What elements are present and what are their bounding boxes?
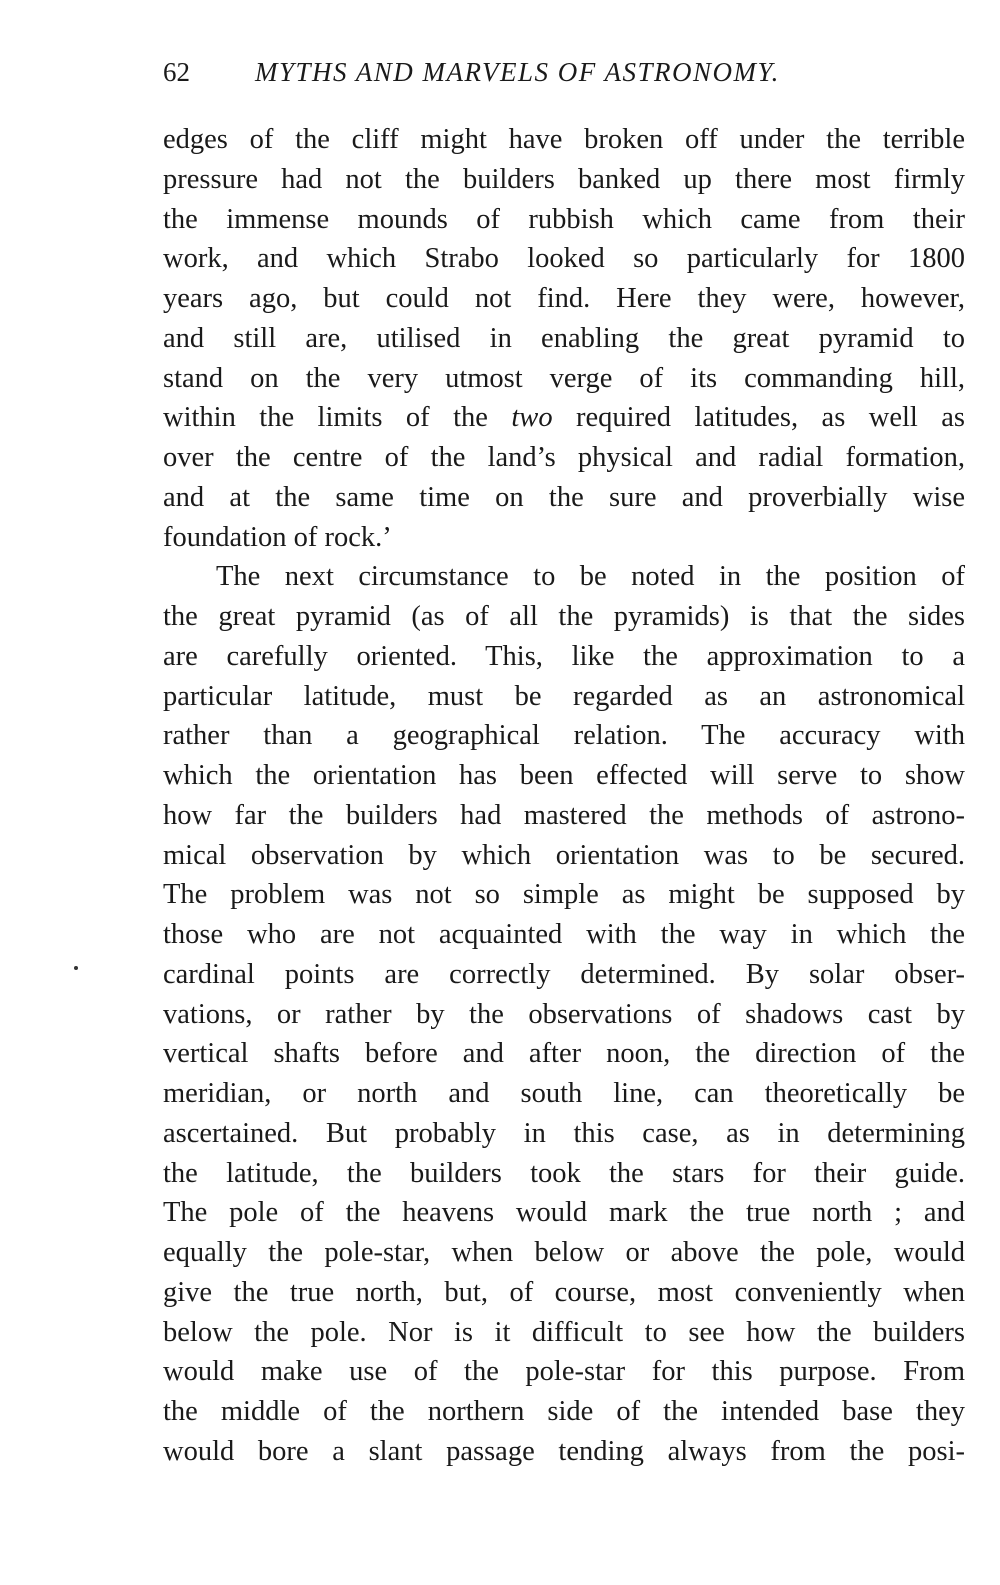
ink-speck bbox=[74, 966, 78, 970]
text-line: those who are not acquainted with the way in which the bbox=[163, 919, 965, 950]
page-number: 62 bbox=[163, 57, 190, 87]
text-line: how far the builders had mastered the methods of astrono- bbox=[163, 799, 965, 831]
text-line: over the centre of the land’s physical and radial formation, bbox=[163, 442, 965, 473]
text-line: meridian, or north and south line, can theoretically be bbox=[163, 1078, 965, 1109]
text-fragment: required latitudes, as well as bbox=[552, 402, 965, 434]
text-line: vations, or rather by the observations of shadows cast by bbox=[163, 998, 965, 1030]
text-line: The next circumstance to be noted in the position of bbox=[216, 561, 965, 593]
text-line: years ago, but could not find. Here they were, however, bbox=[163, 283, 965, 314]
text-line: would bore a slant passage tending always from the posi- bbox=[163, 1435, 965, 1467]
text-line: pressure had not the builders banked up there most firmly bbox=[163, 163, 965, 195]
text-line: The pole of the heavens would mark the true north ; and bbox=[163, 1197, 965, 1229]
text-line: below the pole. Nor is it difficult to see how the builders bbox=[163, 1316, 965, 1348]
text-line: which the orientation has been effected will serve to show bbox=[163, 760, 965, 791]
italic-emphasis: two bbox=[511, 402, 553, 434]
text-line: the middle of the northern side of the intended base they bbox=[163, 1396, 965, 1427]
text-line bbox=[163, 398, 965, 438]
body-text bbox=[163, 120, 965, 1472]
text-line: equally the pole-star, when below or above the pole, would bbox=[163, 1237, 965, 1268]
text-line: and at the same time on the sure and proverbially wise bbox=[163, 481, 965, 513]
text-line: The problem was not so simple as might be supposed by bbox=[163, 879, 965, 911]
page-header bbox=[163, 52, 873, 92]
text-line: would make use of the pole-star for this purpose. From bbox=[163, 1356, 965, 1388]
text-line: particular latitude, must be regarded as an astronomical bbox=[163, 680, 965, 712]
text-fragment: within the limits of the bbox=[163, 402, 512, 434]
text-line: edges of the cliff might have broken off under the terrible bbox=[163, 124, 965, 155]
text-line: rather than a geographical relation. The accuracy with bbox=[163, 720, 965, 752]
text-line: stand on the very utmost verge of its commanding hill, bbox=[163, 362, 965, 394]
text-line: ascertained. But probably in this case, as in determining bbox=[163, 1117, 965, 1149]
text-line: work, and which Strabo looked so particularly for 1800 bbox=[163, 243, 965, 275]
text-line: are carefully oriented. This, like the approximation to a bbox=[163, 640, 965, 672]
paragraph-2 bbox=[163, 557, 965, 1471]
text-line: and still are, utilised in enabling the great pyramid to bbox=[163, 322, 965, 354]
text-line: the immense mounds of rubbish which came from their bbox=[163, 203, 965, 235]
text-line: foundation of rock.’ bbox=[163, 521, 392, 553]
text-line: the latitude, the builders took the stars for their guide. bbox=[163, 1157, 965, 1189]
text-line: cardinal points are correctly determined. By solar obser- bbox=[163, 958, 965, 990]
running-title: MYTHS AND MARVELS OF ASTRONOMY. bbox=[255, 57, 780, 87]
paragraph-1 bbox=[163, 120, 965, 557]
text-line: give the true north, but, of course, most conveniently when bbox=[163, 1276, 965, 1308]
text-line: the great pyramid (as of all the pyramids) is that the sides bbox=[163, 601, 965, 632]
text-line: vertical shafts before and after noon, the direction of the bbox=[163, 1038, 965, 1070]
text-line: mical observation by which orientation was to be secured. bbox=[163, 839, 965, 871]
